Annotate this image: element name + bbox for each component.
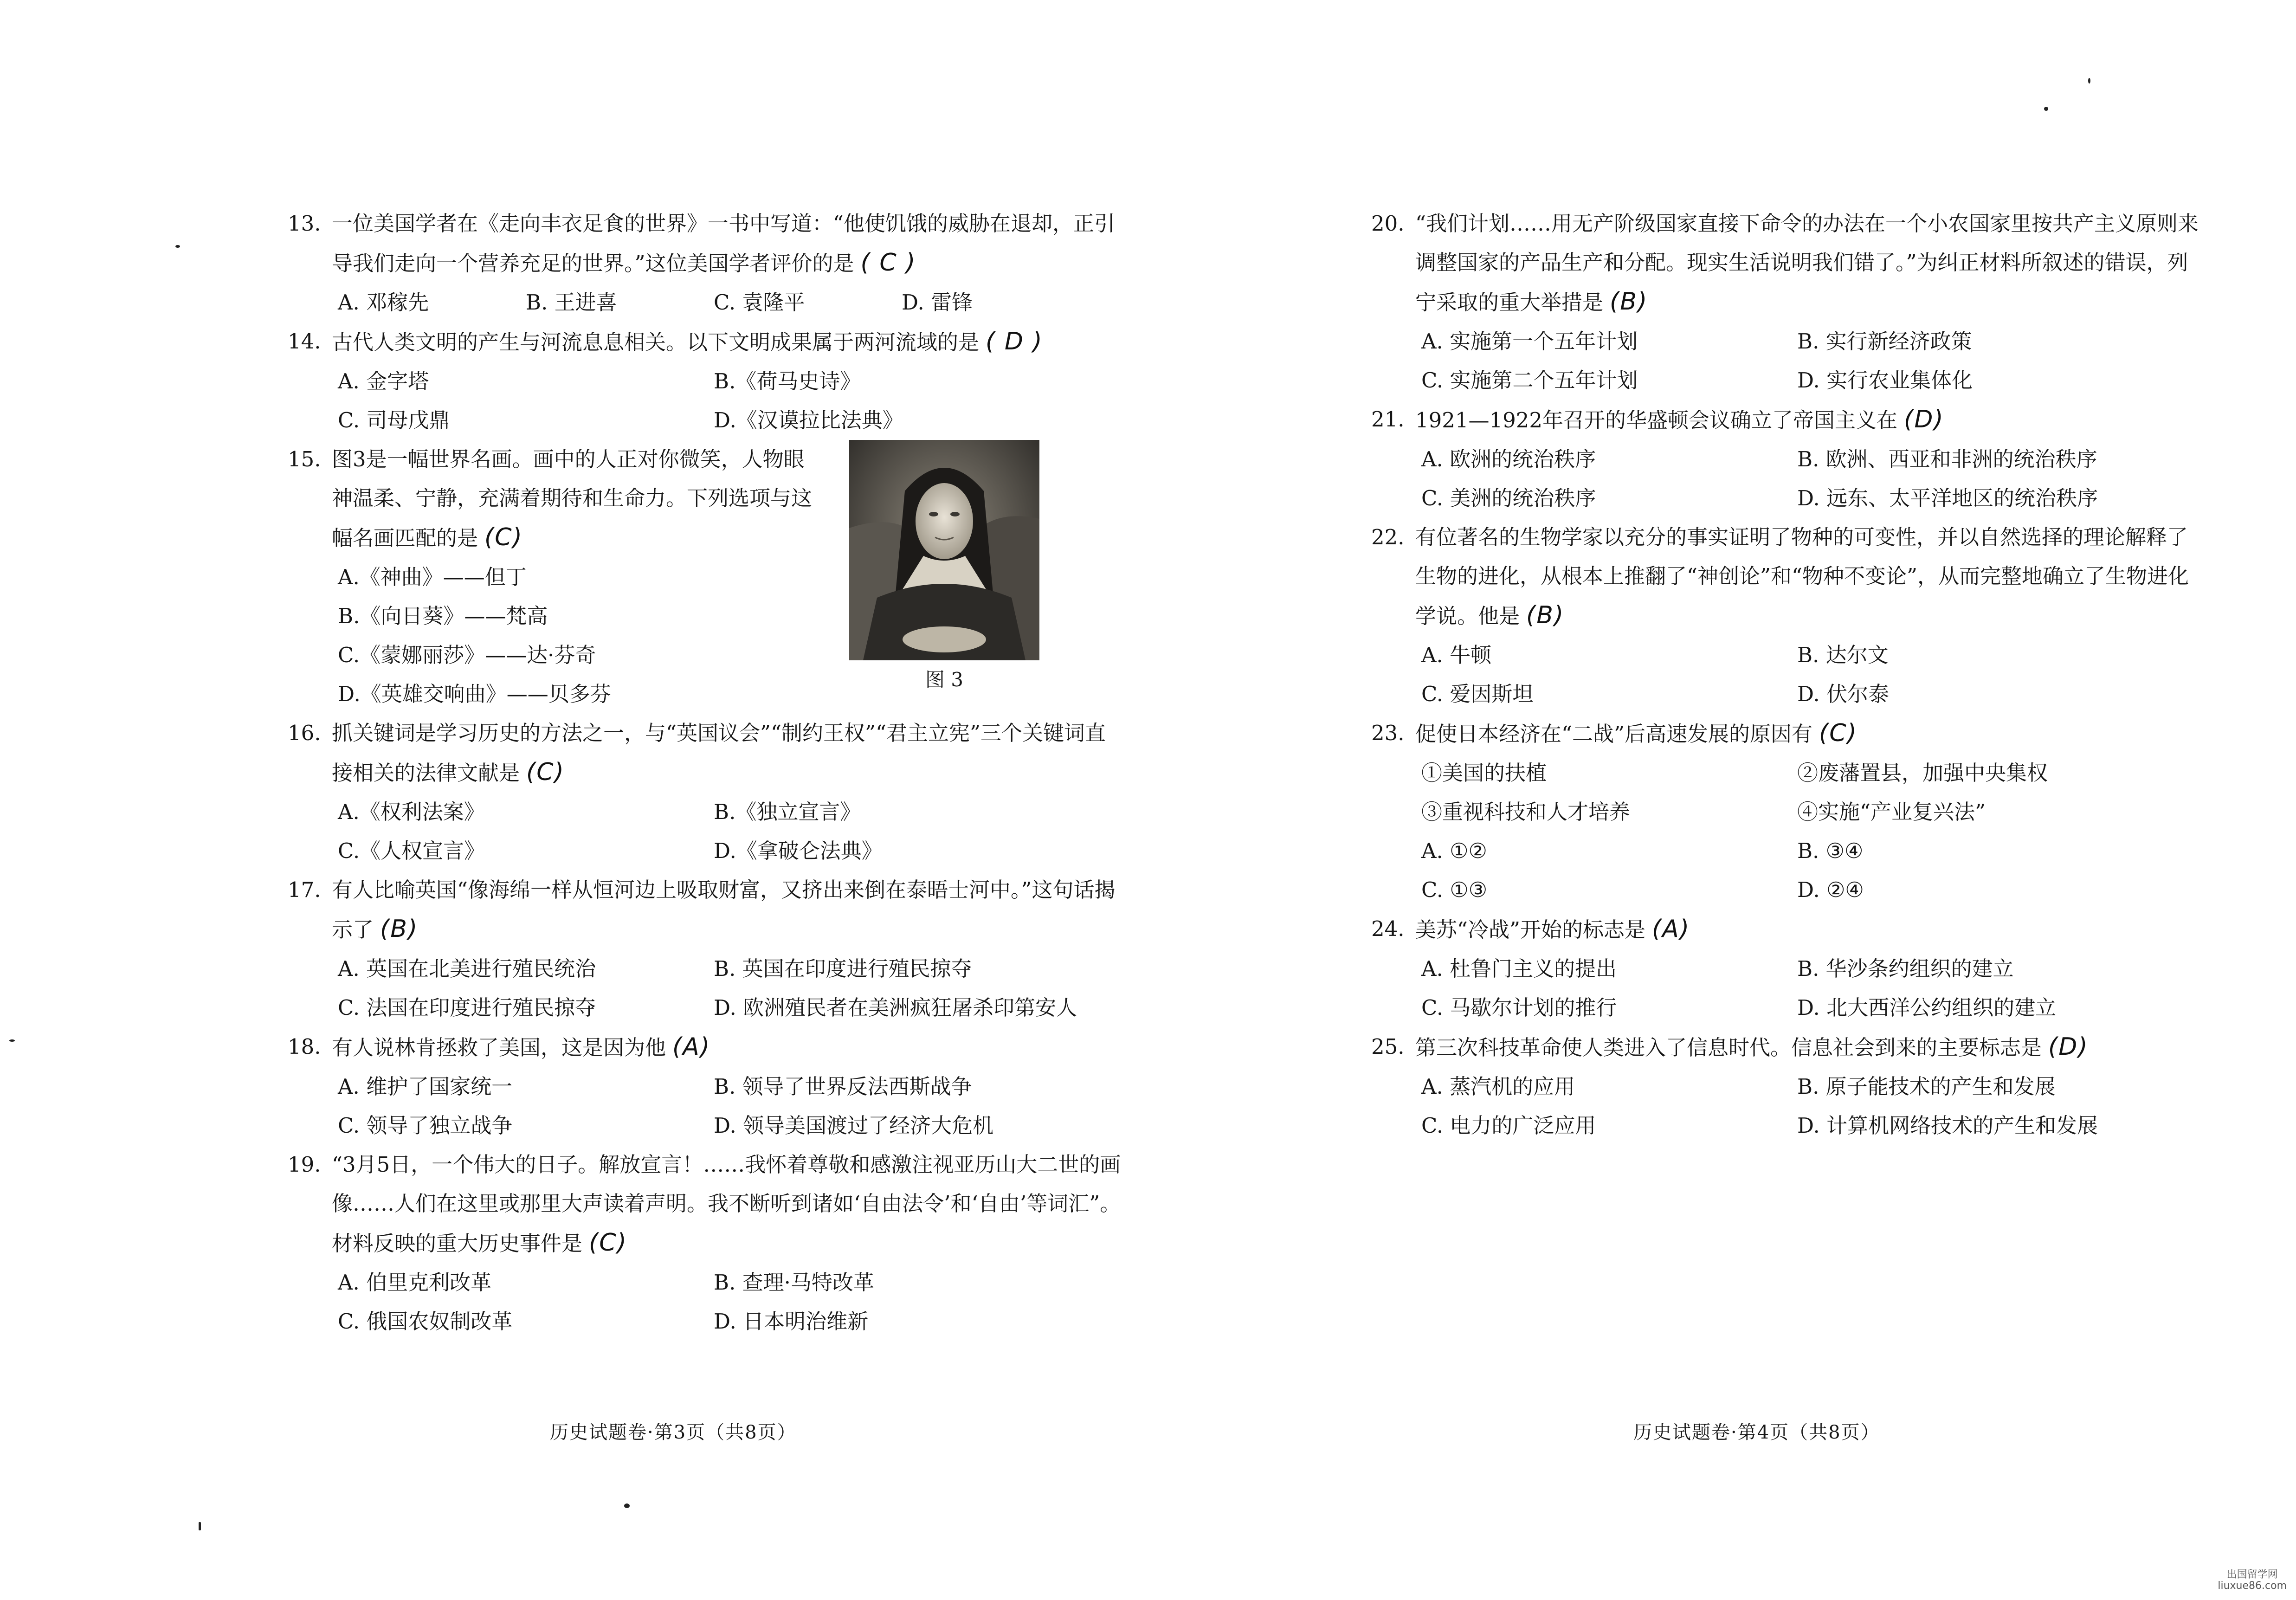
question: [288, 714, 1123, 871]
answer-options: [288, 793, 1123, 871]
question: [1371, 714, 2206, 910]
answer-options: [1371, 754, 2206, 910]
answer-option: C. 爱因斯坦: [1421, 682, 1534, 706]
question-number: 24.: [1371, 916, 1405, 941]
answer-option: C. 实施第二个五年计划: [1421, 368, 1638, 393]
handwritten-answer: ( C ): [860, 249, 916, 277]
answer-option: D. 远东、太平洋地区的统治秩序: [1797, 486, 2098, 510]
question-number: 17.: [288, 877, 321, 902]
answer-option: A. 金字塔: [338, 369, 429, 394]
question-number: 25.: [1371, 1034, 1405, 1059]
answer-option: B. 原子能技术的产生和发展: [1797, 1074, 2056, 1099]
question: [288, 871, 1123, 1027]
question-number: 13.: [288, 211, 321, 236]
answer-option: B. 领导了世界反法西斯战争: [714, 1074, 972, 1099]
question-stem: [1371, 400, 2206, 440]
question: [288, 204, 1123, 322]
watermark-line: liuxue86.com: [2218, 1580, 2287, 1592]
answer-options: [1371, 949, 2206, 1027]
answer-option: B. 达尔文: [1797, 643, 1889, 667]
left-page: [288, 204, 1123, 1341]
handwritten-answer: (D): [2048, 1033, 2089, 1061]
answer-option: B. 英国在印度进行殖民掠夺: [714, 956, 972, 981]
handwritten-answer: (B): [1526, 601, 1565, 629]
answer-option: D. 实行农业集体化: [1797, 368, 1973, 393]
answer-options: [288, 949, 1123, 1027]
scan-speck: [2044, 107, 2048, 111]
answer-option: C. 马歇尔计划的推行: [1421, 995, 1617, 1020]
answer-option: D. ②④: [1797, 877, 1864, 902]
question: [1371, 204, 2206, 400]
watermark: [2218, 1569, 2287, 1592]
question-stem: [288, 204, 1123, 283]
question-stem: [1371, 910, 2206, 949]
answer-option: A. 蒸汽机的应用: [1421, 1074, 1575, 1099]
scan-speck: [9, 1039, 15, 1042]
answer-options: [288, 283, 1123, 322]
left-page-footer: 历史试题卷·第3页（共8页）: [550, 1422, 797, 1443]
question-text: [332, 871, 1123, 949]
answer-option: D. 日本明治维新: [714, 1309, 869, 1334]
scan-speck: [175, 245, 180, 248]
answer-option: C. 美洲的统治秩序: [1421, 486, 1596, 510]
question-text: [332, 322, 1123, 362]
question-stem: [288, 1145, 1123, 1263]
scan-speck: [624, 1503, 630, 1508]
answer-options: [1371, 636, 2206, 714]
answer-option: A. 伯里克利改革: [338, 1270, 492, 1295]
figure-3: [849, 440, 1039, 699]
answer-option: D.《拿破仑法典》: [714, 839, 883, 863]
question: [1371, 910, 2206, 1027]
answer-option: D. 伏尔泰: [1797, 682, 1890, 706]
question-text: [332, 714, 1123, 793]
question-stem: [288, 871, 1123, 949]
answer-option: C. 司母戊鼎: [338, 408, 450, 432]
question-number: 20.: [1371, 211, 1405, 236]
handwritten-answer: (C): [484, 523, 523, 551]
question-stem: [1371, 518, 2206, 636]
answer-option: C. 法国在印度进行殖民掠夺: [338, 995, 596, 1020]
question-number: 23.: [1371, 721, 1405, 745]
answer-option: B. ③④: [1797, 839, 1864, 863]
handwritten-answer: (B): [380, 915, 419, 943]
question-text: [1415, 204, 2206, 322]
answer-options: [288, 1067, 1123, 1145]
answer-option: A. 欧洲的统治秩序: [1421, 447, 1596, 471]
answer-option: A.《神曲》——但丁: [338, 565, 527, 589]
question-text: [1415, 1027, 2206, 1067]
answer-option: A. ①②: [1421, 839, 1487, 863]
question: [288, 322, 1123, 440]
question-text: [332, 1027, 1123, 1067]
question: [288, 1027, 1123, 1145]
answer-option: A. 邓稼先: [338, 290, 429, 315]
answer-option: D.《英雄交响曲》——贝多芬: [338, 682, 611, 706]
answer-option: C.《人权宣言》: [338, 839, 485, 863]
answer-option: A. 杜鲁门主义的提出: [1421, 956, 1617, 981]
answer-option: ②废藩置县，加强中央集权: [1797, 761, 2048, 785]
answer-option: D. 计算机网络技术的产生和发展: [1797, 1113, 2098, 1138]
handwritten-answer: (A): [672, 1033, 711, 1061]
answer-options: [288, 362, 1123, 440]
question: [288, 1145, 1123, 1341]
answer-option: D.《汉谟拉比法典》: [714, 408, 903, 432]
question-number: 18.: [288, 1034, 321, 1059]
question-number: 19.: [288, 1152, 321, 1177]
mona-lisa-image: [849, 440, 1039, 660]
question: [288, 440, 1123, 714]
answer-option: ①美国的扶植: [1421, 761, 1547, 785]
handwritten-answer: (B): [1610, 288, 1648, 316]
question-text-body: 第三次科技革命使人类进入了信息时代。信息社会到来的主要标志是: [1415, 1035, 2042, 1060]
answer-option: C. 袁隆平: [714, 290, 805, 315]
question-text-body: 1921—1922年召开的华盛顿会议确立了帝国主义在: [1415, 408, 1898, 432]
answer-option: C. ①③: [1421, 877, 1488, 902]
question-stem: [288, 322, 1123, 362]
answer-option: A. 牛顿: [1421, 643, 1492, 667]
question-stem: [288, 1027, 1123, 1067]
answer-option: A. 实施第一个五年计划: [1421, 329, 1638, 354]
question-text-body: 有人说林肯拯救了美国，这是因为他: [332, 1035, 666, 1060]
answer-option: A. 英国在北美进行殖民统治: [338, 956, 596, 981]
figure-caption: 图 3: [925, 668, 964, 691]
question: [1371, 518, 2206, 714]
question-number: 14.: [288, 329, 321, 354]
question-text-body: 抓关键词是学习历史的方法之一，与“英国议会”“制约王权”“君主立宪”三个关键词直接相关的法律文献是: [332, 721, 1106, 785]
answer-options: [1371, 1067, 2206, 1145]
answer-option: C.《蒙娜丽莎》——达·芬奇: [338, 643, 596, 667]
question-number: 15.: [288, 447, 321, 471]
handwritten-answer: (C): [589, 1229, 627, 1257]
question-text: [1415, 910, 2206, 949]
scan-speck: [2088, 78, 2090, 84]
question-text-body: 一位美国学者在《走向丰衣足食的世界》一书中写道：“他使饥饿的威胁在退却，正引导我们走向一个营养充足的世界。”这位美国学者评价的是: [332, 211, 1116, 276]
handwritten-answer: (A): [1652, 915, 1690, 943]
question-text-body: 促使日本经济在“二战”后高速发展的原因有: [1415, 722, 1813, 746]
question-text: [332, 440, 821, 558]
question-number: 16.: [288, 721, 321, 745]
answer-option: D. 北大西洋公约组织的建立: [1797, 995, 2057, 1020]
question-text-body: “3月5日，一个伟大的日子。解放宣言！……我怀着尊敬和感激注视亚历山大二世的画像……人们在这里或那里大声读着声明。我不断听到诸如‘自由法令’和‘自由’等词汇”。材料反映的重大历史事件是: [332, 1152, 1121, 1256]
answer-option: ④实施“产业复兴法”: [1797, 800, 1986, 824]
answer-option: D. 领导美国渡过了经济大危机: [714, 1113, 994, 1138]
handwritten-answer: (C): [1819, 719, 1857, 747]
answer-option: C. 领导了独立战争: [338, 1113, 513, 1138]
answer-option: C. 俄国农奴制改革: [338, 1309, 513, 1334]
answer-option: A.《权利法案》: [338, 800, 485, 824]
answer-options: [288, 1263, 1123, 1341]
question-text: [332, 1145, 1123, 1263]
question-text: [1415, 400, 2206, 440]
question-text-body: 图3是一幅世界名画。画中的人正对你微笑，人物眼神温柔、宁静，充满着期待和生命力。下列选项与这幅名画匹配的是: [332, 447, 813, 550]
question-stem: [1371, 714, 2206, 754]
answer-option: B. 华沙条约组织的建立: [1797, 956, 2014, 981]
question-stem: [1371, 1027, 2206, 1067]
question-number: 22.: [1371, 525, 1405, 549]
watermark-line: 出国留学网: [2226, 1569, 2278, 1581]
handwritten-answer: (D): [1904, 406, 1944, 433]
question-text-body: 有位著名的生物学家以充分的事实证明了物种的可变性，并以自然选择的理论解释了生物的进化，从根本上推翻了“神创论”和“物种不变论”，从而完整地确立了生物进化学说。他是: [1415, 525, 2189, 628]
question-number: 21.: [1371, 407, 1405, 432]
handwritten-answer: ( D ): [986, 328, 1043, 355]
question-text-body: 有人比喻英国“像海绵一样从恒河边上吸取财富，又挤出来倒在泰晤士河中。”这句话揭示了: [332, 877, 1116, 942]
answer-option: B.《向日葵》——梵高: [338, 604, 548, 628]
question-text-body: 古代人类文明的产生与河流息息相关。以下文明成果属于两河流域的是: [332, 330, 980, 355]
answer-option: D. 雷锋: [902, 290, 973, 315]
answer-options: [1371, 322, 2206, 400]
question-text-body: 美苏“冷战”开始的标志是: [1415, 917, 1646, 942]
answer-option: B.《独立宣言》: [714, 800, 861, 824]
handwritten-answer: (C): [526, 758, 565, 786]
answer-option: B. 王进喜: [526, 290, 617, 315]
answer-option: A. 维护了国家统一: [338, 1074, 513, 1099]
answer-option: ③重视科技和人才培养: [1421, 800, 1631, 824]
answer-option: B. 欧洲、西亚和非洲的统治秩序: [1797, 447, 2097, 471]
answer-option: C. 电力的广泛应用: [1421, 1113, 1596, 1138]
question-text: [332, 204, 1123, 283]
question-stem: [1371, 204, 2206, 322]
question-stem: [288, 714, 1123, 793]
right-page: [1371, 204, 2206, 1145]
answer-options: [1371, 440, 2206, 518]
answer-option: D. 欧洲殖民者在美洲疯狂屠杀印第安人: [714, 995, 1077, 1020]
question: [1371, 1027, 2206, 1145]
answer-option: B. 查理·马特改革: [714, 1270, 874, 1295]
question-text: [1415, 714, 2206, 754]
answer-option: B. 实行新经济政策: [1797, 329, 1972, 354]
answer-option: B.《荷马史诗》: [714, 369, 861, 394]
scan-speck: [199, 1522, 201, 1530]
question: [1371, 400, 2206, 518]
right-page-footer: 历史试题卷·第4页（共8页）: [1633, 1422, 1880, 1443]
question-text-body: “我们计划……用无产阶级国家直接下命令的办法在一个小农国家里按共产主义原则来调整国家的产品生产和分配。现实生活说明我们错了。”为纠正材料所叙述的错误，列宁采取的重大举措是: [1415, 211, 2199, 315]
question-text: [1415, 518, 2206, 636]
